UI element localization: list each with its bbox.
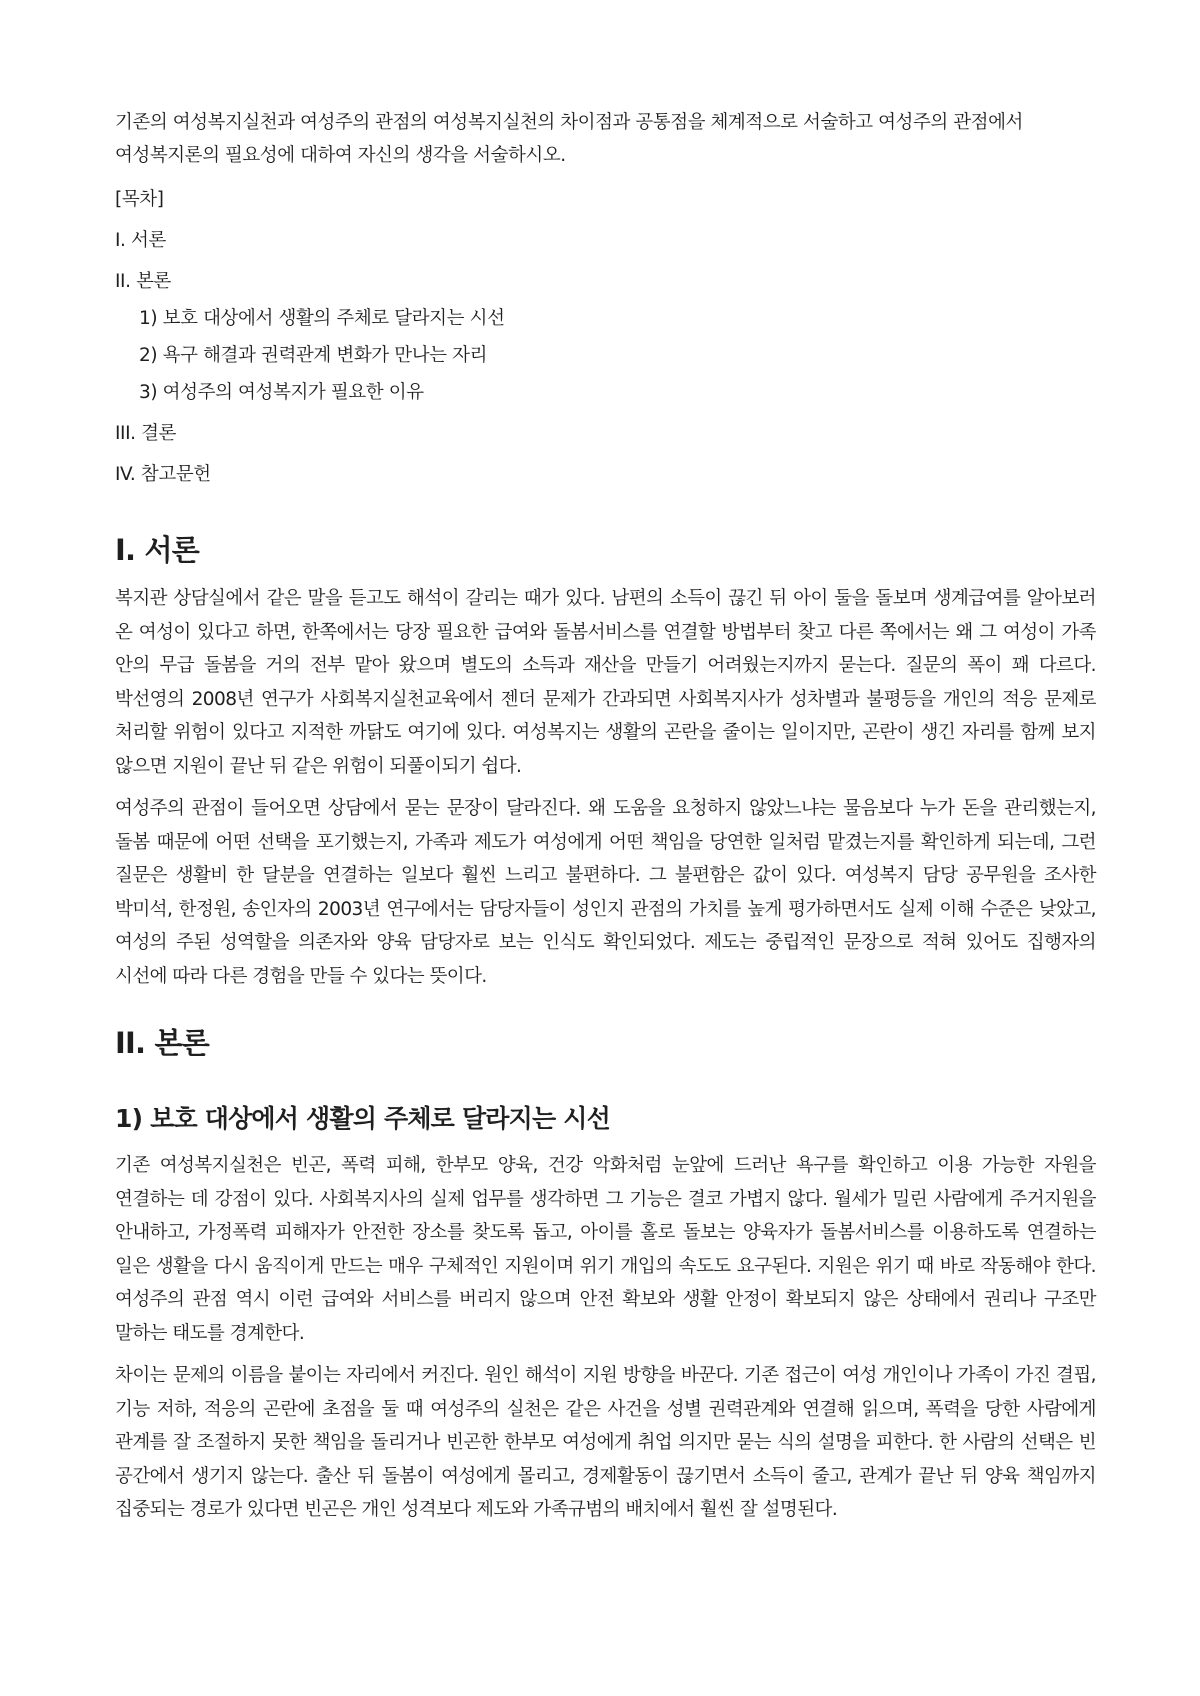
toc-item-conclusion: III. 결론 xyxy=(115,423,177,444)
toc-heading: [목차] xyxy=(115,189,164,210)
table-of-contents xyxy=(115,226,1096,490)
toc-item-references: IV. 참고문헌 xyxy=(115,464,211,485)
intro-paragraph-1: 복지관 상담실에서 같은 말을 듣고도 해석이 갈리는 때가 있다. 남편의 소득이 끊긴 뒤 아이 둘을 돌보며 생계급여를 알아보러 온 여성이 있다고 하면, 한쪽에서는 당장 필요한 급여와 돌봄서비스를 연결할 방법부터 찾고 다른 쪽에서는 왜 그 여성이 가족 안의 무급 돌봄을 거의 전부 맡아 왔으며 별도의 소득과 재산을 만들기 어려웠는지까지 묻는다. 질문의 폭이 꽤 다르다. 박선영의 2008년 연구가 사회복지실천교육에서 젠더 문제가 간과되면 사회복지사가 성차별과 불평등을 개인의 적응 문제로 처리할 위험이 있다고 지적한 까닭도 여기에 있다. 여성복지는 생활의 곤란을 줄이는 일이지만, 곤란이 생긴 자리를 함께 보지 않으면 지원이 끝난 뒤 같은 위험이 되풀이되기 쉽다. xyxy=(115,588,1096,777)
toc-item-intro: I. 서론 xyxy=(115,230,166,251)
toc-item-body-3: 3) 여성주의 여성복지가 필요한 이유 xyxy=(139,382,424,403)
subsection-heading-1: 1) 보호 대상에서 생활의 주체로 달라지는 시선 xyxy=(115,1104,610,1133)
toc-item-body-1: 1) 보호 대상에서 생활의 주체로 달라지는 시선 xyxy=(139,308,505,329)
toc-item-body-2: 2) 욕구 해결과 권력관계 변화가 만나는 자리 xyxy=(139,345,488,366)
section-heading-intro: I. 서론 xyxy=(115,533,199,567)
toc-item-body: II. 본론 xyxy=(115,271,172,292)
section-heading-body: II. 본론 xyxy=(115,1026,209,1060)
assignment-prompt: 기존의 여성복지실천과 여성주의 관점의 여성복지실천의 차이점과 공통점을 체계적으로 서술하고 여성주의 관점에서 여성복지론의 필요성에 대하여 자신의 생각을 서술하시오. xyxy=(115,112,1023,166)
body-paragraph-2: 차이는 문제의 이름을 붙이는 자리에서 커진다. 원인 해석이 지원 방향을 바꾼다. 기존 접근이 여성 개인이나 가족이 가진 결핍, 기능 저하, 적응의 곤란에 초점을 둘 때 여성주의 실천은 같은 사건을 성별 권력관계와 연결해 읽으며, 폭력을 당한 사람에게 관계를 잘 조절하지 못한 책임을 돌리거나 빈곤한 한부모 여성에게 취업 의지만 묻는 식의 설명을 피한다. 한 사람의 선택은 빈 공간에서 생기지 않는다. 출산 뒤 돌봄이 여성에게 몰리고, 경제활동이 끊기면서 소득이 줄고, 관계가 끝난 뒤 양육 책임까지 집중되는 경로가 있다면 빈곤은 개인 성격보다 제도와 가족규범의 배치에서 훨씬 잘 설명된다. xyxy=(115,1365,1096,1520)
intro-paragraph-2: 여성주의 관점이 들어오면 상담에서 묻는 문장이 달라진다. 왜 도움을 요청하지 않았느냐는 물음보다 누가 돈을 관리했는지, 돌봄 때문에 어떤 선택을 포기했는지, 가족과 제도가 여성에게 어떤 책임을 당연한 일처럼 맡겼는지를 확인하게 되는데, 그런 질문은 생활비 한 달분을 연결하는 일보다 훨씬 느리고 불편하다. 그 불편함은 값이 있다. 여성복지 담당 공무원을 조사한 박미석, 한정원, 송인자의 2003년 연구에서는 담당자들이 성인지 관점의 가치를 높게 평가하면서도 실제 이해 수준은 낮았고, 여성의 주된 성역할을 의존자와 양육 담당자로 보는 인식도 확인되었다. 제도는 중립적인 문장으로 적혀 있어도 집행자의 시선에 따라 다른 경험을 만들 수 있다는 뜻이다. xyxy=(115,798,1096,987)
body-paragraph-1: 기존 여성복지실천은 빈곤, 폭력 피해, 한부모 양육, 건강 악화처럼 눈앞에 드러난 욕구를 확인하고 이용 가능한 자원을 연결하는 데 강점이 있다. 사회복지사의 실제 업무를 생각하면 그 기능은 결코 가볍지 않다. 월세가 밀린 사람에게 주거지원을 안내하고, 가정폭력 피해자가 안전한 장소를 찾도록 돕고, 아이를 홀로 돌보는 양육자가 돌봄서비스를 이용하도록 연결하는 일은 생활을 다시 움직이게 만드는 매우 구체적인 지원이며 위기 개입의 속도도 요구된다. 지원은 위기 때 바로 작동해야 한다. 여성주의 관점 역시 이런 급여와 서비스를 버리지 않으며 안전 확보와 생활 안정이 확보되지 않은 상태에서 권리나 구조만 말하는 태도를 경계한다. xyxy=(115,1155,1096,1344)
